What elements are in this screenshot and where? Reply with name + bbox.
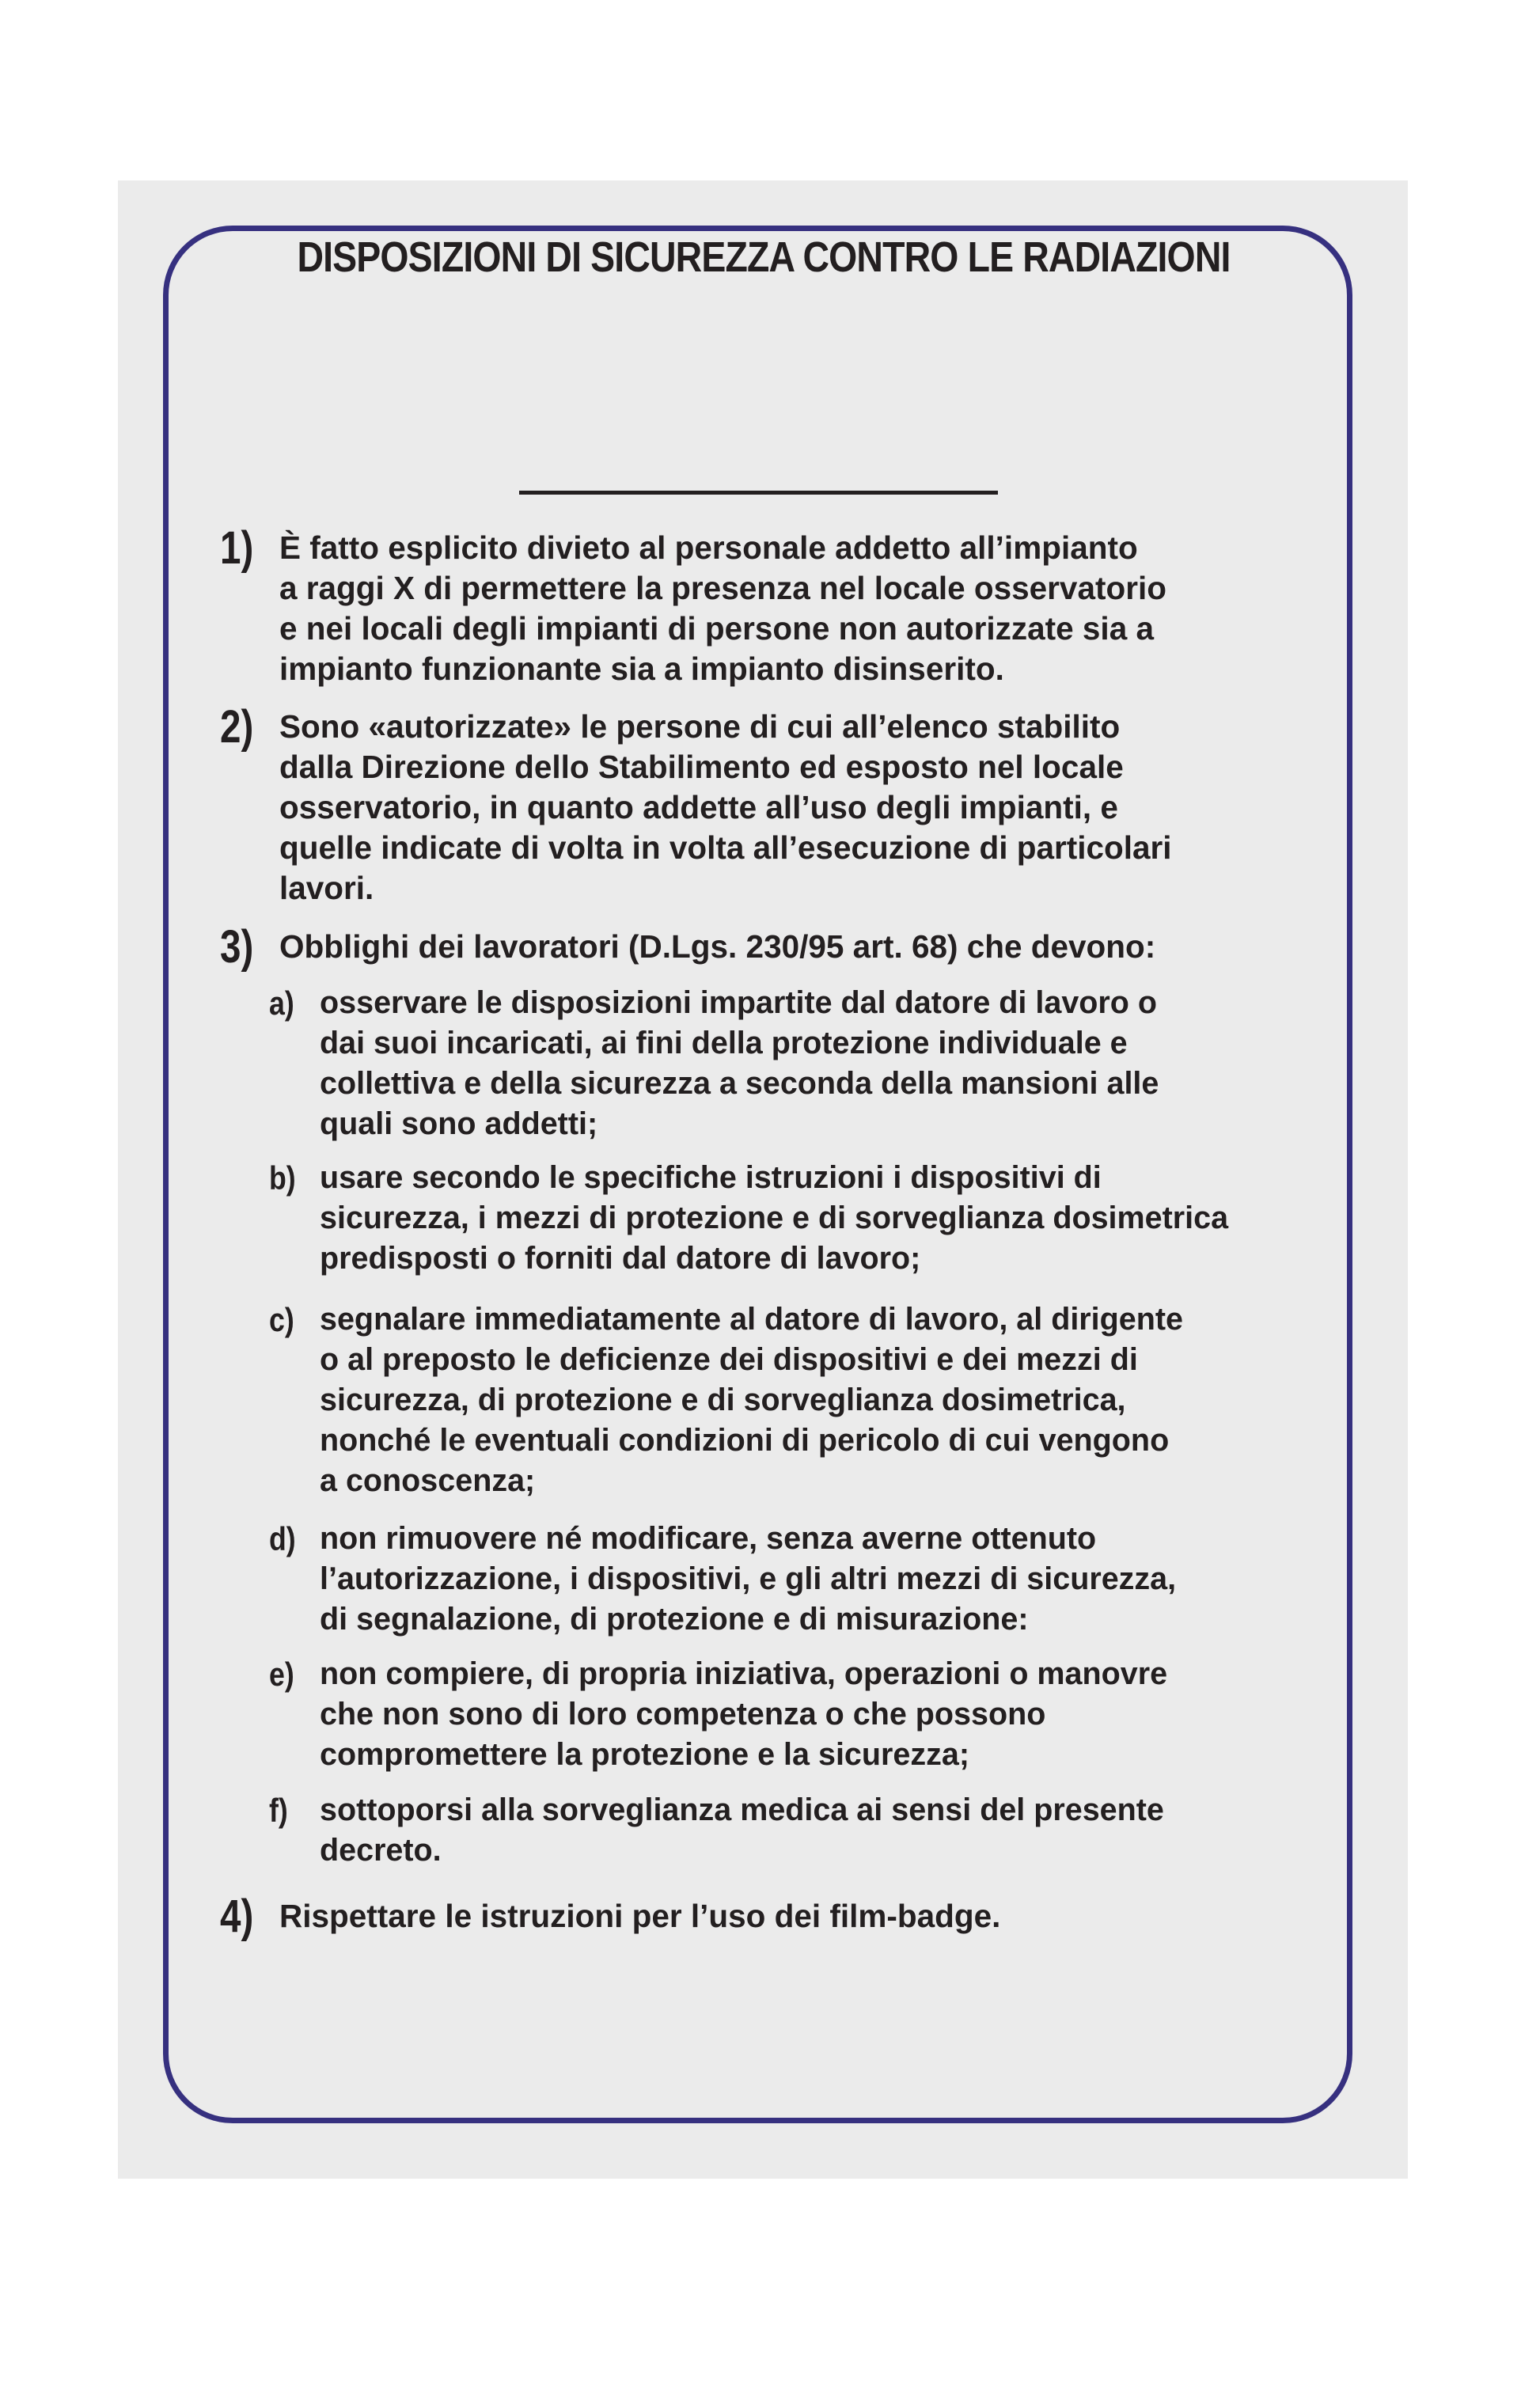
subrule-text: non compiere, di propria iniziativa, operazioni o manovre che non sono di loro competenza o che possono compromettere la protezione e la sicurezza; — [320, 1656, 1168, 1772]
rule-text: Obblighi dei lavoratori (D.Lgs. 230/95 art. 68) che devono: — [279, 928, 1156, 965]
rule-number: 2) — [220, 701, 254, 753]
rule-text: Rispettare le istruzioni per l’uso dei film-badge. — [279, 1898, 1001, 1934]
rule-text: Sono «autorizzate» le persone di cui all’elenco stabilito dalla Direzione dello Stabilimento ed esposto nel locale osservatorio, in quanto addette all’uso degli impianti, e quelle indicate di volta in volta all’esecuzione di particolari lavori. — [279, 708, 1172, 906]
sign-title: DISPOSIZIONI DI SICUREZZA CONTRO LE RADIAZIONI — [297, 233, 1231, 281]
subrule-letter: e) — [269, 1656, 294, 1693]
subrule-letter: c) — [269, 1301, 294, 1338]
subrule-letter: a) — [269, 984, 294, 1022]
subrule-letter: f) — [269, 1792, 288, 1829]
subrule-text: usare secondo le specifiche istruzioni i dispositivi di sicurezza, i mezzi di protezione e di sorveglianza dosimetrica predisposti o forniti dal datore di lavoro; — [320, 1160, 1229, 1276]
subrule-text: segnalare immediatamente al datore di lavoro, al dirigente o al preposto le deficienze dei dispositivi e dei mezzi di sicurezza, di protezione e di sorveglianza dosimetrica, nonché le eventuali condizioni di pericolo di cui vengono a conoscenza; — [320, 1302, 1183, 1498]
subrule-text: non rimuovere né modificare, senza averne ottenuto l’autorizzazione, i dispositivi, e gli altri mezzi di sicurezza, di segnalazione, di protezione e di misurazione: — [320, 1521, 1177, 1637]
rule-number: 4) — [220, 1891, 254, 1942]
subrule-text: sottoporsi alla sorveglianza medica ai sensi del presente decreto. — [320, 1792, 1164, 1868]
subrule-text: osservare le disposizioni impartite dal datore di lavoro o dai suoi incaricati, ai fini della protezione individuale e collettiva e della sicurezza a seconda della mansioni alle quali sono addetti; — [320, 985, 1159, 1141]
rule-number: 1) — [220, 522, 254, 574]
rule-number: 3) — [220, 921, 254, 973]
rule-text: È fatto esplicito divieto al personale addetto all’impianto a raggi X di permettere la presenza nel locale osservatorio e nei locali degli impianti di persone non autorizzate sia a impianto funzionante sia a impianto disinserito. — [279, 529, 1166, 687]
subrule-letter: b) — [269, 1159, 296, 1197]
title-underline — [519, 491, 998, 495]
subrule-letter: d) — [269, 1520, 296, 1557]
